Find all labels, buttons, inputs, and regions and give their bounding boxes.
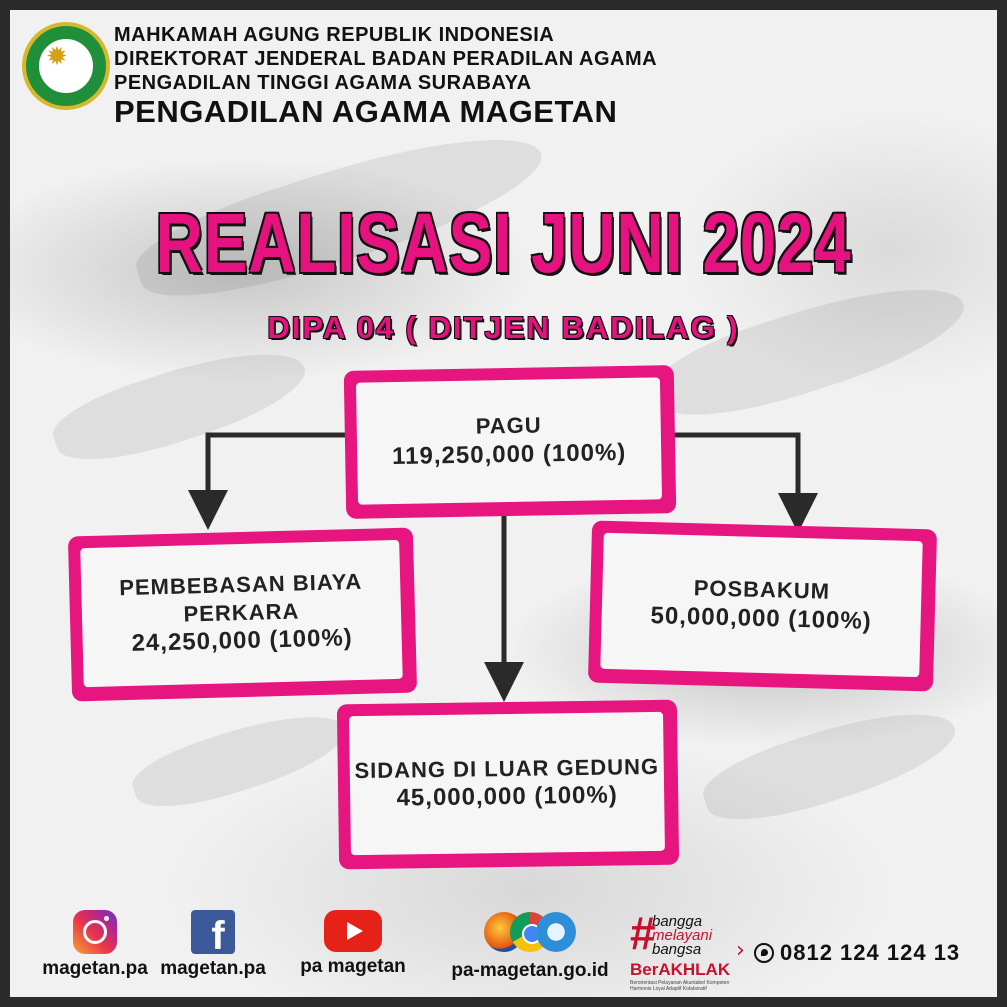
hashtag-icon: # xyxy=(630,907,656,959)
pagu-content xyxy=(356,377,662,504)
chevron-right-icon: › xyxy=(736,938,745,963)
youtube-label: pa magetan xyxy=(300,956,406,977)
posbakum-content xyxy=(600,533,922,677)
sidang-box xyxy=(337,700,679,870)
safari-icon xyxy=(536,912,576,952)
instagram-label: magetan.pa xyxy=(42,958,148,979)
sidang-value: 45,000,000 (100%) xyxy=(396,781,618,812)
instagram-icon xyxy=(73,910,117,954)
facebook-link[interactable] xyxy=(158,910,268,980)
phone-number: 0812 124 124 13 xyxy=(780,940,961,965)
page-subtitle: DIPA 04 ( DITJEN BADILAG ) xyxy=(267,310,740,345)
bangga-word-2: melayani xyxy=(652,927,713,944)
logo-star-icon: ✹ xyxy=(46,42,68,72)
pembebasan-content xyxy=(80,540,403,687)
youtube-link[interactable] xyxy=(288,910,418,978)
header-court-name: PENGADILAN AGAMA MAGETAN xyxy=(114,94,618,129)
arrow-to-posbakum xyxy=(670,435,798,513)
sidang-label: SIDANG DI LUAR GEDUNG xyxy=(354,753,660,783)
website-link[interactable] xyxy=(440,910,620,982)
phone-contact[interactable] xyxy=(754,940,960,966)
arrow-to-pembebasan xyxy=(208,435,358,510)
facebook-icon: f xyxy=(191,910,235,954)
browser-icons xyxy=(484,910,576,956)
posbakum-label: POSBAKUM xyxy=(693,575,831,605)
pagu-value: 119,250,000 (100%) xyxy=(391,438,627,470)
footer xyxy=(10,907,997,997)
instagram-link[interactable] xyxy=(40,910,150,980)
berakhlak-brand: BerAKHLAK xyxy=(630,960,731,979)
header-line-2: DIREKTORAT JENDERAL BADAN PERADILAN AGAMA xyxy=(114,48,658,70)
pembebasan-box xyxy=(68,528,417,702)
posbakum-box xyxy=(588,521,937,692)
whatsapp-icon xyxy=(754,943,774,963)
berakhlak-tagline: Berorientasi Pelayanan Akuntabel Kompeten Harmonis Loyal Adaptif Kolaboratif xyxy=(630,980,730,992)
poster-canvas xyxy=(10,10,997,997)
website-label: pa-magetan.go.id xyxy=(451,960,609,981)
youtube-icon xyxy=(324,910,382,952)
sidang-content xyxy=(349,712,665,855)
page-title: REALISASI JUNI 2024 xyxy=(155,196,852,290)
header-line-3: PENGADILAN TINGGI AGAMA SURABAYA xyxy=(114,72,532,94)
pembebasan-label-line-1: PEMBEBASAN BIAYA xyxy=(118,568,363,601)
pembebasan-label-line-2: PERKARA xyxy=(183,598,300,627)
pagu-label: PAGU xyxy=(475,412,542,439)
bangga-melayani-bangsa-logo xyxy=(630,907,745,992)
posbakum-value: 50,000,000 (100%) xyxy=(650,601,873,635)
pagu-box xyxy=(344,365,677,519)
bangga-word-1: bangga xyxy=(652,913,703,930)
bangga-word-3: bangsa xyxy=(652,941,702,958)
pembebasan-value: 24,250,000 (100%) xyxy=(131,624,354,657)
header-line-1: MAHKAMAH AGUNG REPUBLIK INDONESIA xyxy=(114,24,555,46)
facebook-label: magetan.pa xyxy=(160,958,266,979)
